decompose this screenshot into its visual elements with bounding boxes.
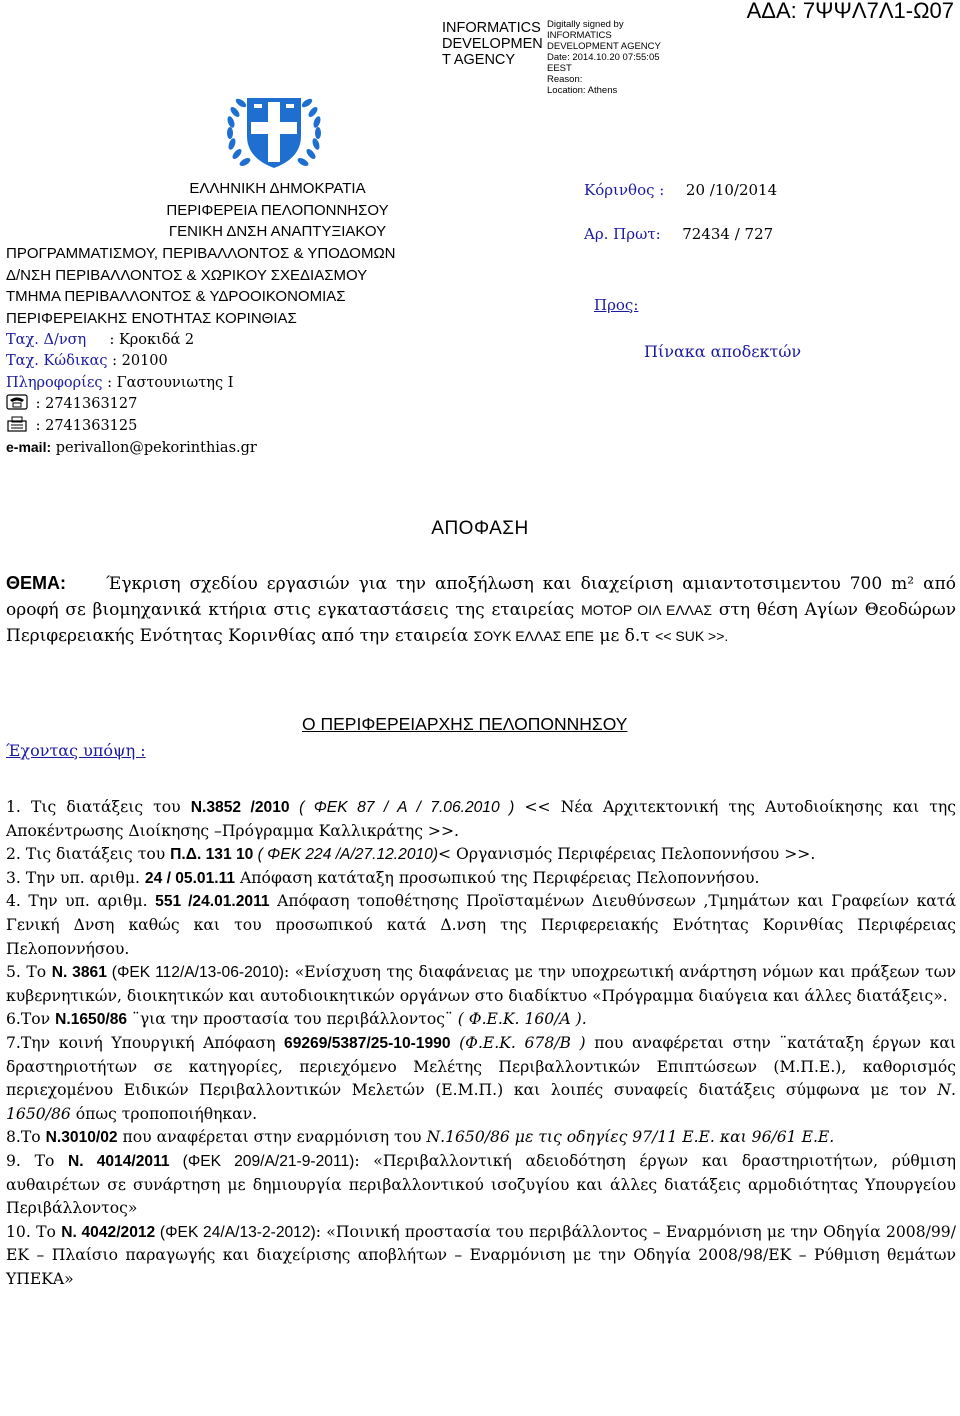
item-ref: Ν. 1650/86 — [6, 1081, 956, 1123]
address-label: Ταχ. Δ/νση — [6, 332, 87, 348]
email-label: e-mail: — [6, 439, 52, 456]
item-law: Ν.3010/02 — [45, 1129, 118, 1147]
item-ref: (Φ.Ε.Κ. 678/Β ) — [450, 1033, 586, 1052]
item-text: 1. Τις διατάξεις του — [6, 798, 191, 816]
subject-text: << SUK >>. — [655, 628, 729, 644]
item-law: Ν.1650/86 — [55, 1011, 128, 1029]
item-text: 6.Τον — [6, 1010, 56, 1029]
sender-line: Δ/ΝΣΗ ΠΕΡΙΒΑΛΛΟΝΤΟΣ & ΧΩΡΙΚΟΥ ΣΧΕΔΙΑΣΜΟΥ — [6, 266, 368, 284]
item-ref: ( ΦΕΚ 224 /Α/27.12.2010) — [253, 846, 439, 864]
protocol-label: Αρ. Πρωτ: — [584, 225, 661, 243]
item-ref: (ΦΕΚ 209/Α/21-9-2011) — [169, 1152, 355, 1170]
item-text: 7.Την κοινή Υπουργική Απόφαση — [6, 1033, 285, 1052]
item-text: Απόφαση τοποθέτησης Προϊσταμένων Διευθύνσεων ,Τμημάτων και Γραφείων κατά Γενική Δνση καθώς και του προσωπικού κατά Δ.νση της Περιφερειακής Ενότητας Κορινθίας Περιφέρειας Πελοποννήσου. — [6, 892, 956, 958]
item-text: 4. Την υπ. αριθμ. — [6, 892, 156, 911]
item-law: 69269/5387/25-10-1990 — [284, 1034, 451, 1052]
item-text: << Νέα Αρχιτεκτονική της Αυτοδιοίκησης και της Αποκέντρωσης Διοίκησης –Πρόγραμμα Καλλικράτης >>. — [6, 798, 957, 840]
item-law: Π.Δ. 131 10 — [170, 846, 254, 864]
contact-block — [6, 330, 257, 459]
item-text: ¨για την προστασία του περιβάλλοντος¨ — [127, 1010, 453, 1029]
item-law: 551 /24.01.2011 — [155, 893, 270, 911]
list-item — [6, 1126, 956, 1150]
sender-left-block — [6, 243, 396, 329]
item-text: 2. Τις διατάξεις του — [6, 845, 171, 864]
protocol-value: 72434 / 727 — [682, 225, 774, 243]
sender-line: ΠΕΡΙΦΕΡΕΙΑ ΠΕΛΟΠΟΝΝΗΣΟΥ — [166, 201, 389, 219]
item-ref: (ΦΕΚ 112/Α/13-06-2010) — [106, 964, 284, 982]
sig-line: DEVELOPMENT AGENCY — [547, 41, 661, 52]
sig-line: Date: 2014.10.20 07:55:05 — [547, 52, 660, 63]
item-law: Ν.3852 /2010 — [190, 799, 290, 816]
sender-line: ΠΕΡΙΦΕΡΕΙΑΚΗΣ ΕΝΟΤΗΤΑΣ ΚΟΡΙΝΘΙΑΣ — [6, 309, 297, 327]
info-value: : Γαστουνιωτης Ι — [107, 374, 234, 391]
item-text: 3. Την υπ. αριθμ. — [6, 868, 145, 887]
fax-icon — [6, 416, 28, 432]
digital-signature-info — [547, 19, 661, 96]
sig-line: INFORMATICS — [547, 30, 612, 41]
decision-title: ΑΠΟΦΑΣΗ — [431, 518, 529, 539]
signer-name: INFORMATICS DEVELOPMEN T AGENCY — [442, 20, 543, 68]
sig-line: Location: Athens — [547, 85, 618, 96]
item-text: : «Ενίσχυση της διαφάνειας με την υποχρεωτική ανάρτηση νόμων και πράξεων των κυβερνητικών, διοικητικών και αυτοδιοικητικών οργάνων στο διαδίκτυο «Πρόγραμμα διαύγεια και άλλες διατάξεις». — [6, 963, 956, 1005]
sig-line: Digitally signed by — [547, 19, 624, 30]
item-law: Ν. 4042/2012 — [61, 1223, 156, 1241]
item-text: 10. Το — [6, 1222, 62, 1241]
subject-text: με δ.τ — [599, 626, 650, 646]
subject-block — [6, 570, 956, 649]
list-item — [6, 890, 956, 961]
item-ref: (ΦΕΚ 24/Α/13-2-2012) — [155, 1223, 316, 1241]
list-item — [6, 796, 956, 843]
subject-text: Έγκριση σχεδίου εργασιών για την αποξήλωση και διαχείριση αμιαντοτσιμεντου 700 m² από οροφή σε βιομηχανικά κτήρια στις εγκαταστάσεις της εταιρείας — [6, 574, 956, 620]
to-value: Πίνακα αποδεκτών — [644, 342, 802, 361]
item-text: : «Ποινική προστασία του περιβάλλοντος – Εναρμόνιση με την Οδηγία 2008/99/ΕΚ – Πλαίσιο παραγωγής και διαχείρισης αποβλήτων – Εναρμόνιση με την Οδηγία 2008/98/ΕΚ – Ρύθμιση θεμάτων ΥΠΕΚΑ» — [6, 1222, 956, 1288]
postcode-value: : 20100 — [112, 353, 168, 370]
list-item — [6, 1008, 956, 1032]
date-value: 20 /10/2014 — [685, 181, 778, 199]
item-text: όπως τροποποιήθηκαν. — [70, 1104, 258, 1123]
item-text: : «Περιβαλλοντική αδειοδότηση έργων και δραστηριοτήτων, ρύθμιση αυθαιρέτων σε συνάρτηση με δημιουργία περιβαλλοντικού ισοζυγίου και άλλες διατάξεις αρμοδιότητας Υπουργείου Περιβάλλοντος» — [6, 1151, 956, 1218]
list-item — [6, 1032, 956, 1126]
to-label: Προς: — [594, 296, 639, 314]
sig-line: EEST — [547, 63, 572, 74]
email-link[interactable]: perivallon@pekorinthias.gr — [55, 440, 257, 457]
item-text: που αναφέρεται στην εναρμόνιση του — [117, 1128, 427, 1147]
subject-company: ΜΟΤΟΡ ΟΙΛ ΕΛΛΑΣ — [581, 602, 713, 618]
sender-line: ΤΜΗΜΑ ΠΕΡΙΒΑΛΛΟΝΤΟΣ & ΥΔΡΟΟΙΚΟΝΟΜΙΑΣ — [6, 288, 346, 306]
item-law: Ν. 4014/2011 — [68, 1152, 170, 1170]
item-text: 9. Το — [6, 1151, 69, 1170]
date-line — [584, 181, 777, 199]
sender-line: ΕΛΛΗΝΙΚΗ ΔΗΜΟΚΡΑΤΙΑ — [189, 180, 366, 197]
subject-text: στη θέση Αγίων Θεοδώρων Περιφερειακής Ενότητας Κορινθίας από την εταιρεία — [6, 600, 957, 646]
item-ref: ( Φ.Ε.Κ. 160/Α ). — [452, 1010, 587, 1029]
list-item — [6, 843, 956, 867]
sender-line: ΓΕΝΙΚΗ ΔΝΣΗ ΑΝΑΠΤΥΞΙΑΚΟΥ — [168, 223, 387, 241]
postcode-label: Ταχ. Κώδικας — [6, 353, 108, 370]
protocol-line — [584, 225, 773, 243]
considerations-list — [6, 796, 956, 1291]
sender-center-block — [0, 178, 555, 243]
item-text: 5. Το — [6, 963, 52, 982]
sig-line: Reason: — [547, 74, 583, 85]
fax-value: : 2741363125 — [35, 417, 138, 434]
list-item — [6, 1221, 956, 1292]
greek-emblem-icon — [225, 92, 323, 172]
item-text: < Οργανισμός Περιφέρειας Πελοποννήσου >>. — [438, 845, 816, 864]
authority-title: Ο ΠΕΡΙΦΕΡΕΙΑΡΧΗΣ ΠΕΛΟΠΟΝΝΗΣΟΥ — [302, 714, 628, 734]
item-text: 8.Το — [6, 1128, 46, 1147]
subject-label: ΘΕΜΑ: — [6, 573, 66, 593]
date-label: Κόρινθος : — [584, 181, 665, 199]
ada-code: ΑΔΑ: 7ΨΨΛ7Λ1-Ω07 — [746, 0, 954, 23]
considering-label: Έχοντας υπόψη : — [6, 741, 146, 760]
telephone-icon — [6, 394, 28, 410]
address-value: : Κροκιδά 2 — [109, 332, 195, 348]
list-item — [6, 961, 956, 1008]
info-label: Πληροφορίες — [6, 374, 103, 391]
list-item — [6, 1150, 956, 1221]
item-ref: Ν.1650/86 με τις οδηγίες 97/11 Ε.Ε. και 96/61 Ε.Ε. — [426, 1128, 835, 1147]
item-ref: ( ΦΕΚ 87 / Α / 7.06.2010 ) — [289, 799, 515, 816]
item-text: που αναφέρεται στην ¨κατάταξη έργων και δραστηριοτήτων σε κατηγορίες, περιεχόμενο Μελέτης Περιβαλλοντικών Επιπτώσεων (Μ.Π.Ε.), καθορισμός περιεχομένου Ειδικών Περιβαλλοντικών Μελετών (Ε.Μ.Π.) και λοιπές συναφείς διατάξεις σύμφωνα με τον — [6, 1033, 956, 1100]
phone-value: : 2741363127 — [35, 396, 138, 413]
sender-line: ΠΡΟΓΡΑΜΜΑΤΙΣΜΟΥ, ΠΕΡΙΒΑΛΛΟΝΤΟΣ & ΥΠΟΔΟΜΩΝ — [6, 245, 396, 262]
item-law: Ν. 3861 — [51, 964, 107, 982]
list-item — [6, 867, 956, 891]
item-law: 24 / 05.01.11 — [144, 869, 236, 887]
item-text: Απόφαση κατάταξη προσωπικού της Περιφέρειας Πελοποννήσου. — [235, 868, 760, 887]
subject-company: ΣΟΥΚ ΕΛΛΑΣ ΕΠΕ — [473, 628, 595, 644]
